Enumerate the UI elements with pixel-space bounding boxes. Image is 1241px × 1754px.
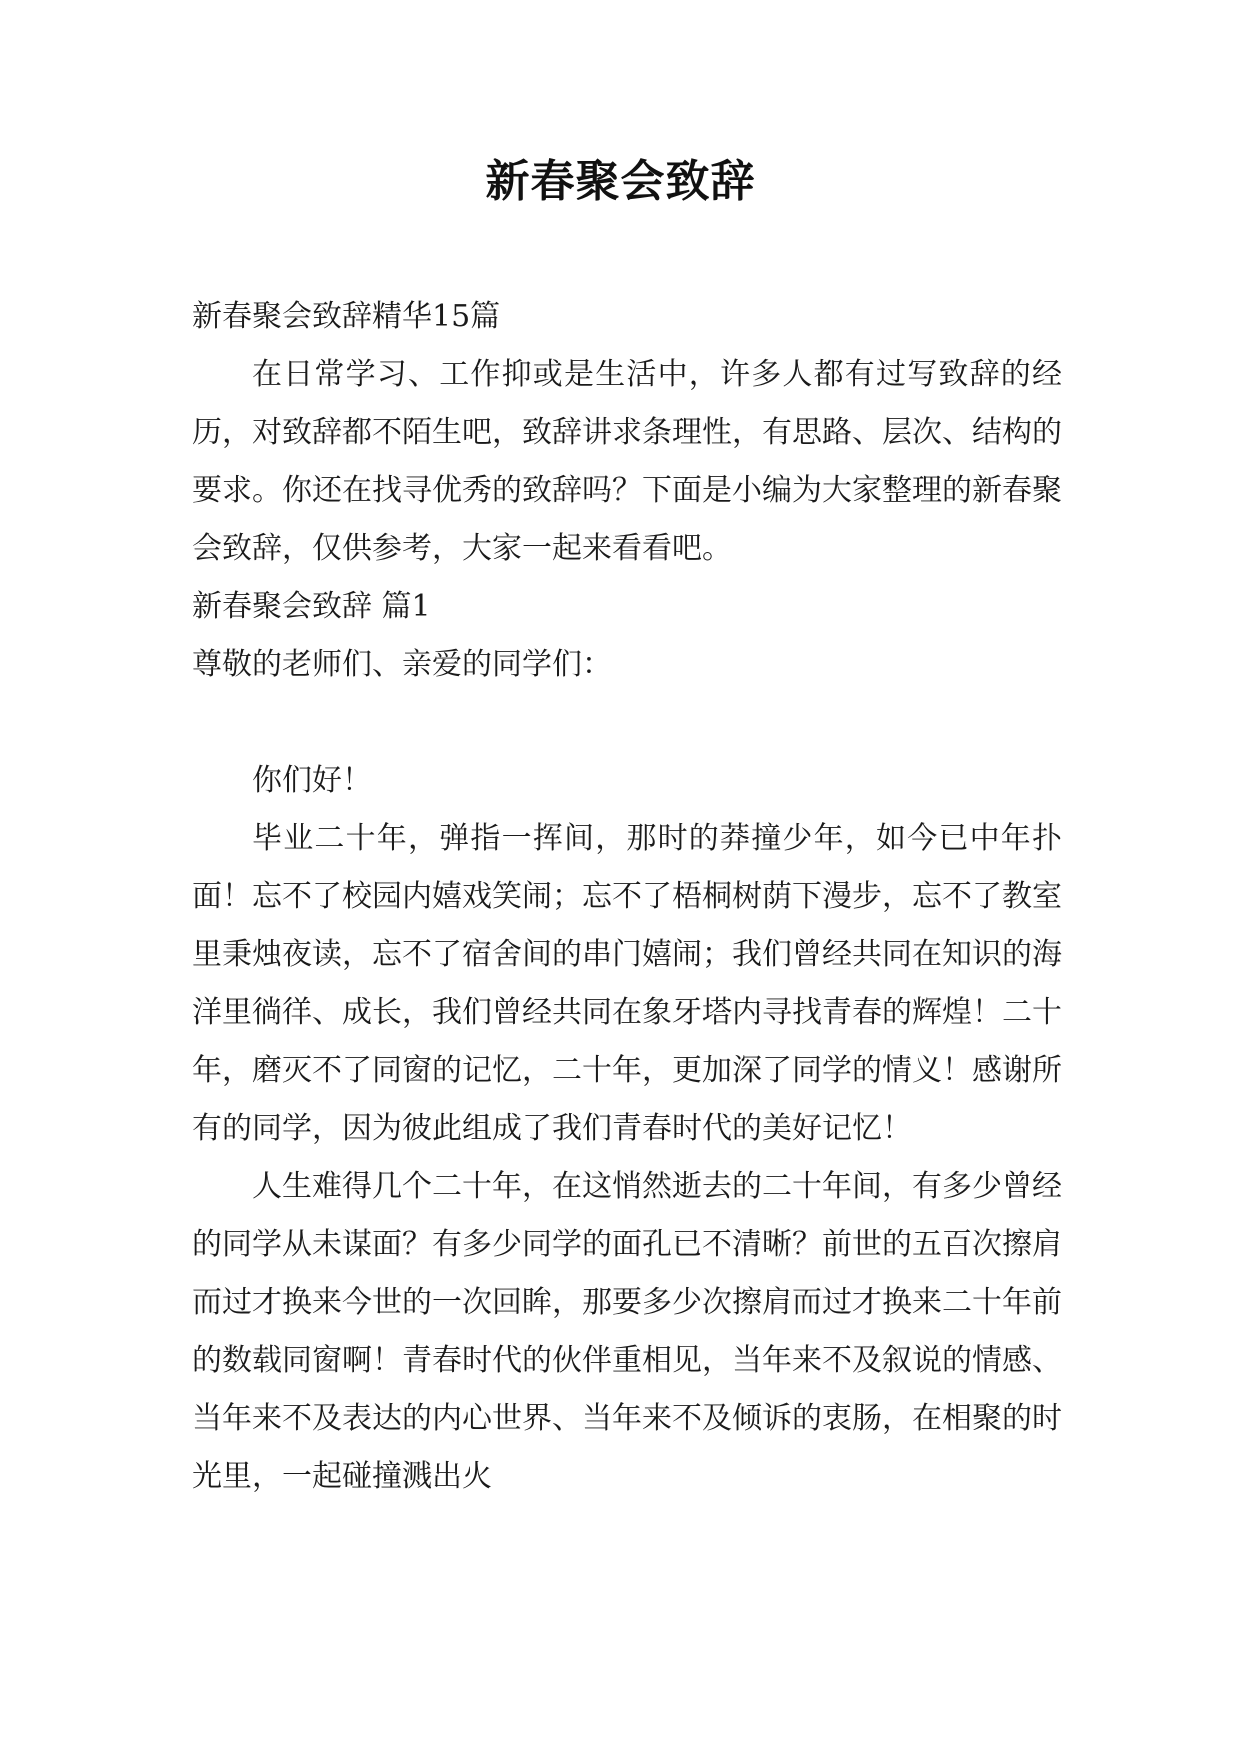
document-title: 新春聚会致辞 [485,156,756,207]
paragraph-salutation: 尊敬的老师们、亲爱的同学们： [192,647,612,682]
paragraph-body-2: 人生难得几个二十年，在这悄然逝去的二十年间，有多少曾经的同学从未谋面？有多少同学的面孔已不清晰？前世的五百次擦肩而过才换来今世的一次回眸，那要多少次擦肩而过才换来二十年前的数载同窗啊！青春时代的伙伴重相见，当年来不及叙说的情感、当年来不及表达的内心世界、当年来不及倾诉的衷肠，在相聚的时光里，一起碰撞溅出火 [192,1169,1062,1494]
section-heading: 新春聚会致辞 篇1 [192,589,431,624]
paragraph-body-1: 毕业二十年，弹指一挥间，那时的莽撞少年，如今已中年扑面！忘不了校园内嬉戏笑闹；忘不了梧桐树荫下漫步，忘不了教室里秉烛夜读，忘不了宿舍间的串门嬉闹；我们曾经共同在知识的海洋里徜徉、成长，我们曾经共同在象牙塔内寻找青春的辉煌！二十年，磨灭不了同窗的记忆，二十年，更加深了同学的情义！感谢所有的同学，因为彼此组成了我们青春时代的美好记忆！ [192,821,1062,1146]
document-body [192,288,1062,1506]
blank-line [192,694,1062,752]
paragraph-subtitle: 新春聚会致辞精华15篇 [192,299,501,334]
paragraph-greeting: 你们好！ [252,763,372,798]
paragraph-intro: 在日常学习、工作抑或是生活中，许多人都有过写致辞的经历，对致辞都不陌生吧，致辞讲求条理性，有思路、层次、结构的要求。你还在找寻优秀的致辞吗？下面是小编为大家整理的新春聚会致辞，仅供参考，大家一起来看看吧。 [192,357,1062,566]
